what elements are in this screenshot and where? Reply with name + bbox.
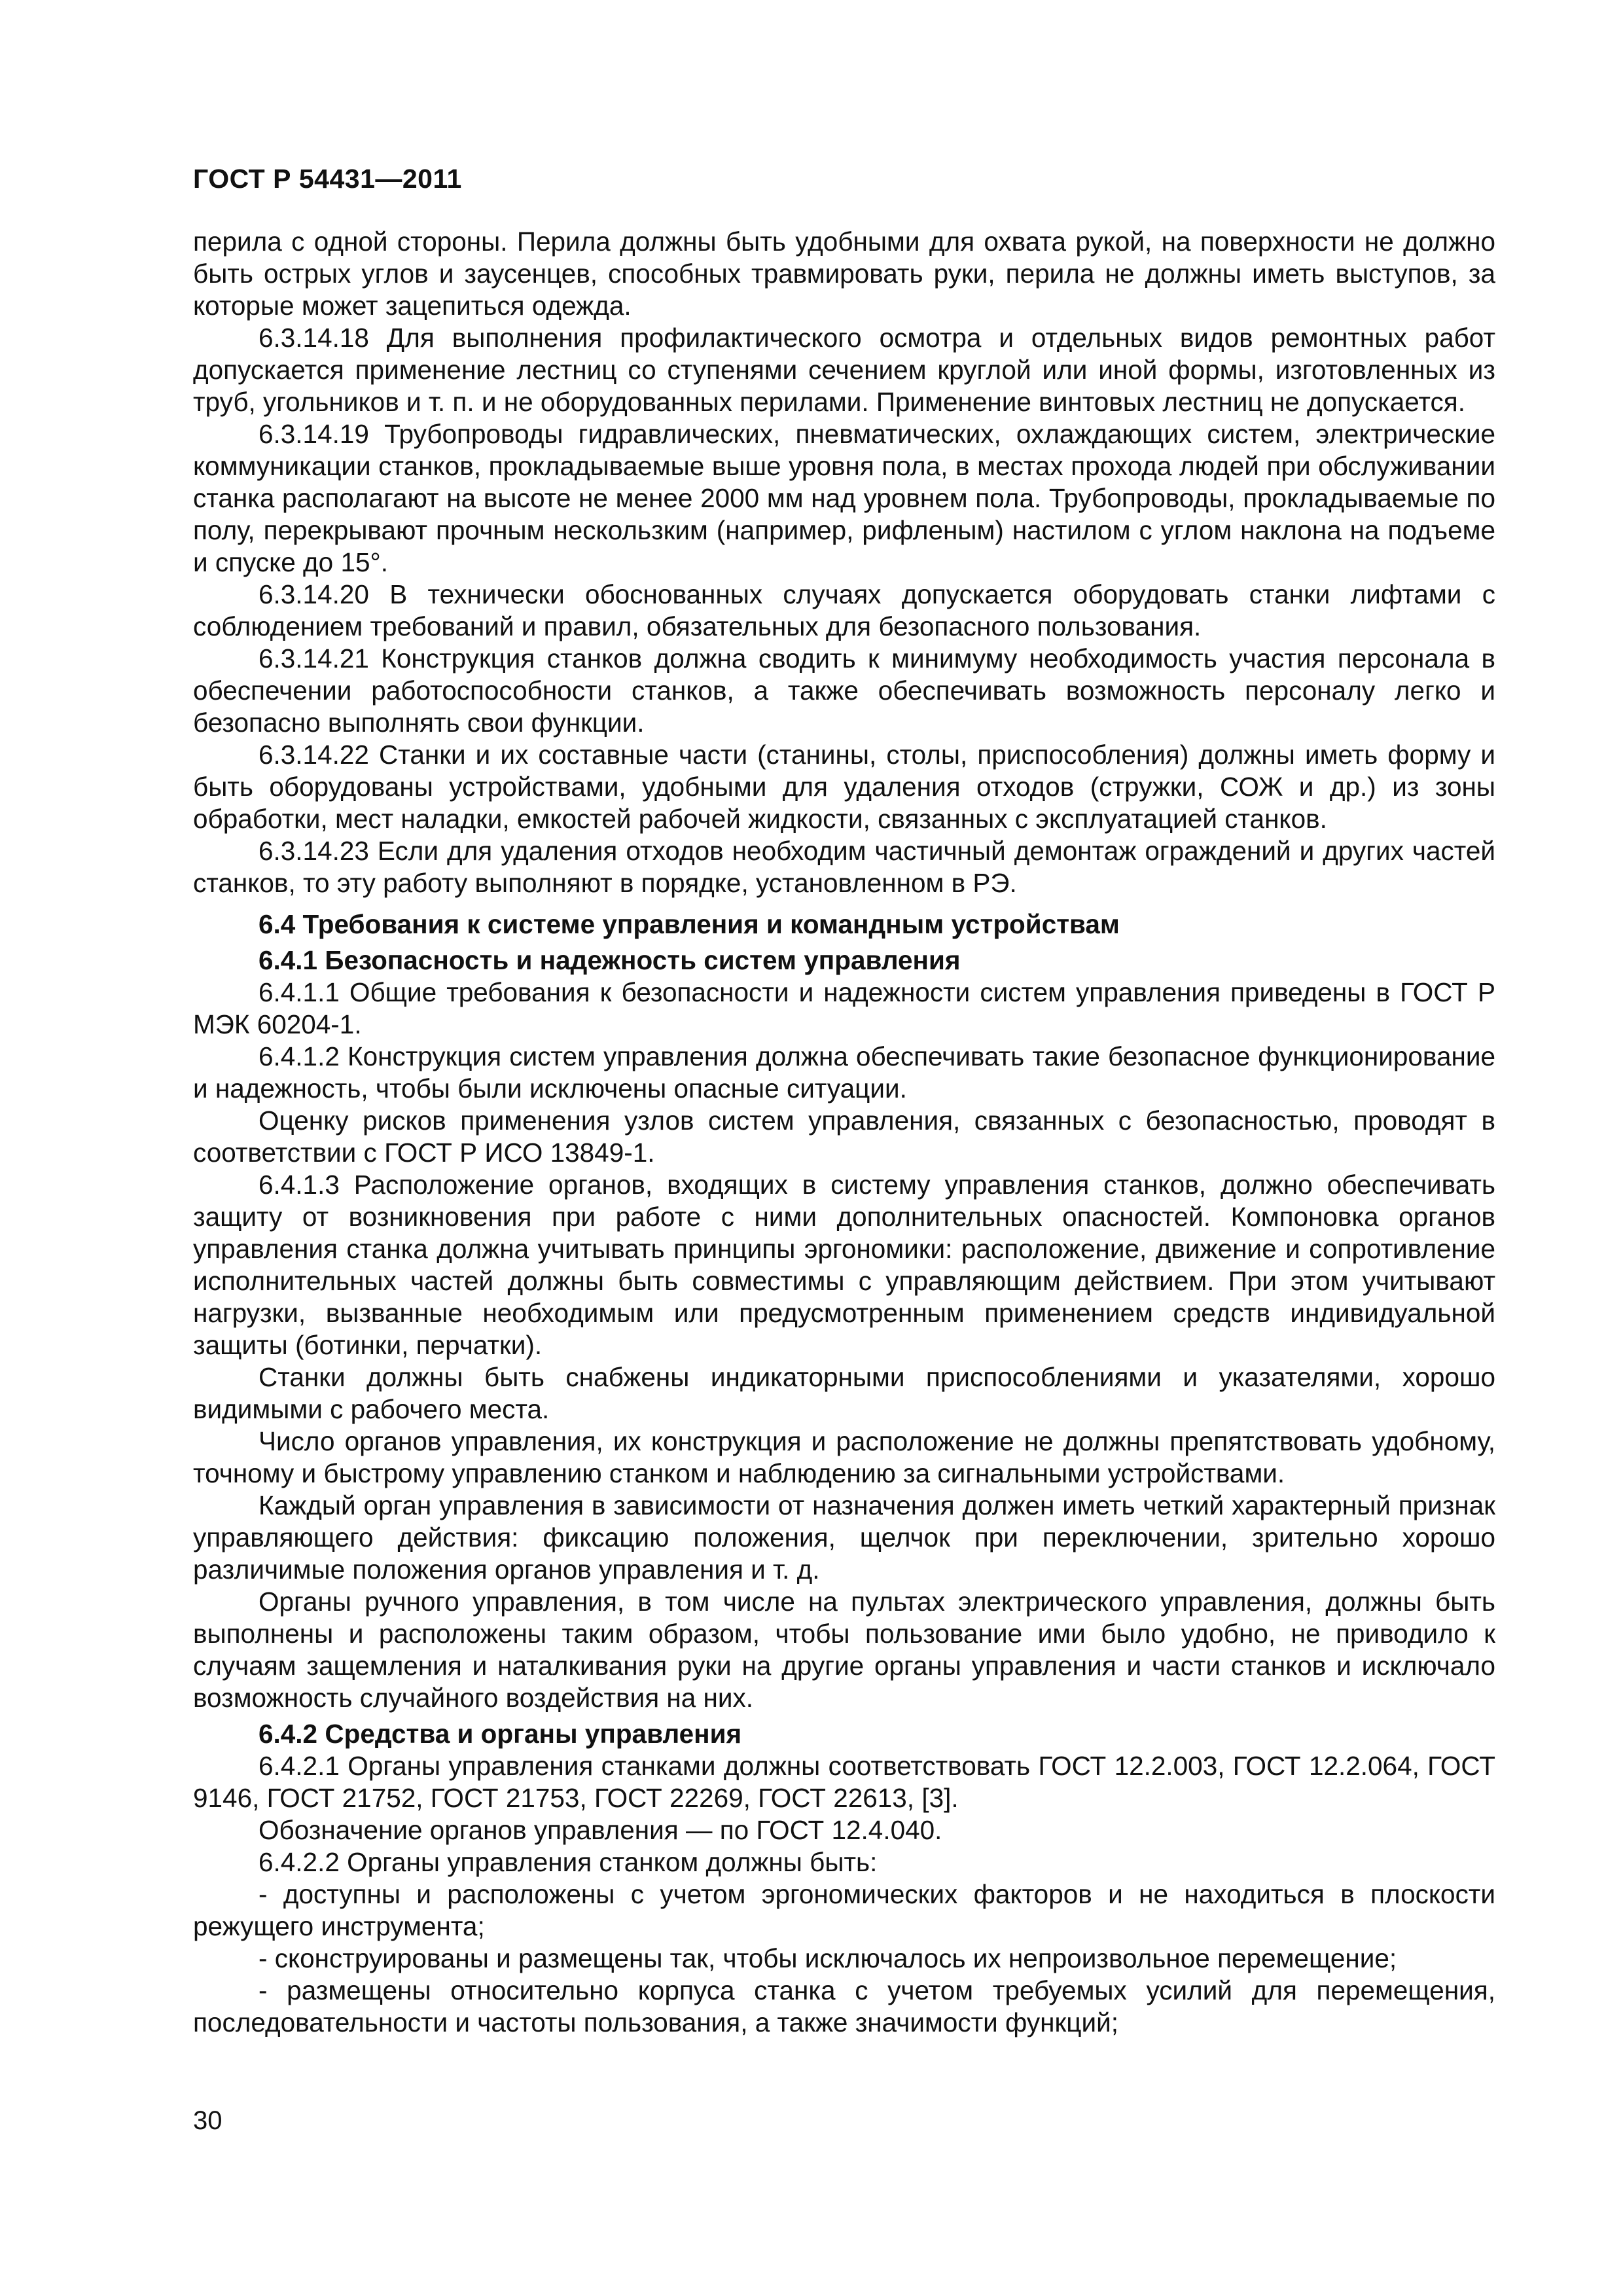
subsection-heading: 6.4.2 Средства и органы управления xyxy=(259,1719,742,1749)
paragraph: 6.3.14.18 Для выполнения профилактического осмотра и отдельных видов ремонтных работ допускается применение лестниц со ступенями сечением круглой или иной формы, изготовленных из труб, угольников и т. п. и не оборудованных перилами. Применение винтовых лестниц не допускается. xyxy=(193,323,1495,417)
paragraph: 6.4.2.1 Органы управления станками должны соответствовать ГОСТ 12.2.003, ГОСТ 12.2.064, ГОСТ 9146, ГОСТ 21752, ГОСТ 21753, ГОСТ 22269, ГОСТ 22613, [3]. xyxy=(193,1751,1495,1813)
page-header-doc-code: ГОСТ Р 54431—2011 xyxy=(193,164,462,194)
paragraph: Оценку рисков применения узлов систем управления, связанных с безопасностью, проводят в соответствии с ГОСТ Р ИСО 13849-1. xyxy=(193,1105,1495,1168)
paragraph: перила с одной стороны. Перила должны быть удобными для охвата рукой, на поверхности не должно быть острых углов и заусенцев, способных травмировать руки, перила не должны иметь выступов, за которые может зацепиться одежда. xyxy=(193,226,1495,321)
list-item: - размещены относительно корпуса станка с учетом требуемых усилий для перемещения, последовательности и частоты пользования, а также значимости функций; xyxy=(193,1975,1495,2037)
list-item: - доступны и расположены с учетом эргономических факторов и не находиться в плоскости режущего инструмента; xyxy=(193,1879,1495,1941)
paragraph: Станки должны быть снабжены индикаторными приспособлениями и указателями, хорошо видимыми с рабочего места. xyxy=(193,1362,1495,1424)
paragraph: 6.4.1.1 Общие требования к безопасности и надежности систем управления приведены в ГОСТ Р МЭК 60204-1. xyxy=(193,977,1495,1039)
paragraph: Число органов управления, их конструкция и расположение не должны препятствовать удобному, точному и быстрому управлению станком и наблюдению за сигнальными устройствами. xyxy=(193,1426,1495,1488)
page-number: 30 xyxy=(193,2106,223,2135)
paragraph: Обозначение органов управления — по ГОСТ 12.4.040. xyxy=(259,1815,942,1845)
paragraph: 6.4.1.3 Расположение органов, входящих в систему управления станков, должно обеспечивать защиту от возникновения при работе с ними дополнительных опасностей. Компоновка органов управления станка должна учитывать принципы эргономики: расположение, движение и сопротивление исполнительных частей должны быть совместимы с управляющим действием. При этом учитывают нагрузки, вызванные необходимым или предусмотренным применением средств индивидуальной защиты (ботинки, перчатки). xyxy=(193,1170,1495,1360)
paragraph: 6.3.14.20 В технически обоснованных случаях допускается оборудовать станки лифтами с соблюдением требований и правил, обязательных для безопасного пользования. xyxy=(193,579,1495,641)
list-item: - сконструированы и размещены так, чтобы исключалось их непроизвольное перемещение; xyxy=(259,1943,1397,1973)
paragraph: 6.3.14.23 Если для удаления отходов необходим частичный демонтаж ограждений и других частей станков, то эту работу выполняют в порядке, установленном в РЭ. xyxy=(193,836,1495,898)
paragraph: 6.3.14.21 Конструкция станков должна сводить к минимуму необходимость участия персонала в обеспечении работоспособности станков, а также обеспечивать возможность персоналу легко и безопасно выполнять свои функции. xyxy=(193,643,1495,738)
paragraph: Каждый орган управления в зависимости от назначения должен иметь четкий характерный признак управляющего действия: фиксацию положения, щелчок при переключении, зрительно хорошо различимые положения органов управления и т. д. xyxy=(193,1490,1495,1585)
section-heading: 6.4 Требования к системе управления и командным устройствам xyxy=(259,909,1120,939)
subsection-heading: 6.4.1 Безопасность и надежность систем управления xyxy=(259,945,961,975)
paragraph: 6.3.14.22 Станки и их составные части (станины, столы, приспособления) должны иметь форму и быть оборудованы устройствами, удобными для удаления отходов (стружки, СОЖ и др.) из зоны обработки, мест наладки, емкостей рабочей жидкости, связанных с эксплуатацией станков. xyxy=(193,740,1495,834)
paragraph: Органы ручного управления, в том числе на пультах электрического управления, должны быть выполнены и расположены таким образом, чтобы пользование ими было удобно, не приводило к случаям защемления и наталкивания руки на другие органы управления и части станков и исключало возможность случайного воздействия на них. xyxy=(193,1587,1495,1713)
paragraph: 6.3.14.19 Трубопроводы гидравлических, пневматических, охлаждающих систем, электрические коммуникации станков, прокладываемые выше уровня пола, в местах прохода людей при обслуживании станка располагают на высоте не менее 2000 мм над уровнем пола. Трубопроводы, прокладываемые по полу, перекрывают прочным нескользким (например, рифленым) настилом с углом наклона на подъеме и спуске до 15°. xyxy=(193,419,1495,577)
document-body xyxy=(193,226,1495,2039)
paragraph: 6.4.2.2 Органы управления станком должны быть: xyxy=(259,1847,878,1877)
paragraph: 6.4.1.2 Конструкция систем управления должна обеспечивать такие безопасное функционирование и надежность, чтобы были исключены опасные ситуации. xyxy=(193,1041,1495,1103)
